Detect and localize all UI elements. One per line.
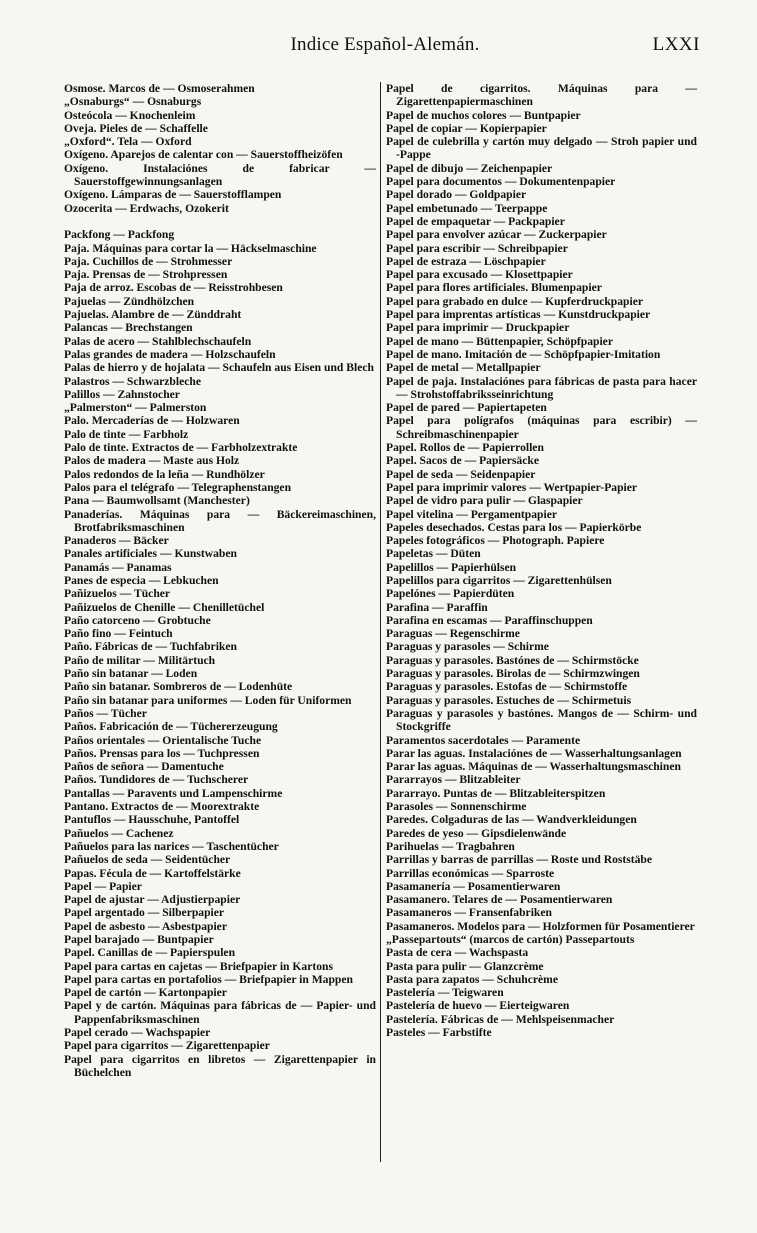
index-entry: Pasta de cera — Wachspasta (386, 946, 529, 960)
index-entry: Pantallas — Paravents und Lampenschirme (64, 786, 283, 800)
index-entry: Palos de madera — Maste aus Holz (64, 454, 240, 468)
index-entry: Paños. Tundidores de — Tuchscherer (64, 773, 249, 787)
index-entry: Papeles fotográficos — Photograph. Papiere (386, 534, 605, 548)
index-entry: Palo de tinte. Extractos de — Farbholzextrakte (64, 441, 298, 455)
index-entry: Papel para escribir — Schreibpapier (386, 241, 568, 255)
index-entry: Paja. Prensas de — Strohpressen (64, 268, 228, 282)
index-entry: Papel de empaquetar — Packpapier (386, 214, 565, 228)
index-entry: Paja. Cuchillos de — Strohmesser (64, 254, 233, 268)
index-entry: Palillos — Zahnstocher (64, 387, 180, 401)
index-entry: Pasamaneros — Fransenfabriken (386, 906, 552, 920)
index-entry: Papel. Sacos de — Papiersäcke (386, 454, 539, 468)
index-entry: Pañuelos para las narices — Taschentücher (64, 839, 279, 853)
index-entry: Papel para imprentas artísticas — Kunstdruckpapier (386, 308, 651, 322)
index-entry: Papel argentado — Silberpapier (64, 906, 225, 920)
index-entry: „Oxford“. Tela — Oxford (64, 135, 192, 149)
index-entry: Parar las aguas. Instalaciónes de — Wasserhaltungsanlagen (386, 746, 682, 760)
index-entry: Panaderías. Máquinas para — Bäckereimaschinen, Brotfabriksmaschinen (64, 507, 376, 534)
index-entry: Palo. Mercaderías de — Holzwaren (64, 414, 240, 428)
index-entry: Pajuelas — Zündhölzchen (64, 294, 195, 308)
index-entry: Paño. Fábricas de — Tuchfabriken (64, 640, 237, 654)
index-entry: Packfong — Packfong (64, 228, 175, 242)
index-entry: Papel para envolver azúcar — Zuckerpapier (386, 228, 607, 242)
index-entry: Papel dorado — Goldpapier (386, 188, 527, 202)
index-entry: Papel de copiar — Kopierpapier (386, 121, 547, 135)
index-entry: Pasamanero. Telares de — Posamentierwaren (386, 893, 613, 907)
index-entry: Osmose. Marcos de — Osmoserahmen (64, 82, 255, 95)
index-entry: Pastelería. Fábricas de — Mehlspeisenmacher (386, 1012, 615, 1026)
index-entry: Paja de arroz. Escobas de — Reisstrohbesen (64, 281, 283, 295)
index-entry: „Palmerston“ — Palmerston (64, 401, 207, 415)
index-entry: Papel para cartas en cajetas — Briefpapier in Kartons (64, 959, 333, 973)
index-entry: Papel de paja. Instalaciónes para fábricas de pasta para hacer — Strohstoffabriksseinrichtung (386, 374, 697, 401)
index-entry: Paja. Máquinas para cortar la — Häckselmaschine (64, 241, 317, 255)
index-entry: Palas de acero — Stahlblechschaufeln (64, 334, 252, 348)
index-entry: Papel de metal — Metallpapier (386, 361, 541, 375)
index-entry: Oveja. Pieles de — Schaffelle (64, 121, 208, 135)
index-entry: Oxígeno. Instalaciónes de fabricar — Sauerstoffgewinnungsanlagen (64, 161, 376, 189)
index-entry: Osteócola — Knochenleim (64, 108, 196, 122)
index-entry: Palas de hierro y de hojalata — Schaufeln aus Eisen und Blech (64, 361, 374, 375)
index-entry: Panamás — Panamas (64, 560, 172, 574)
index-entry: Papel para flores artificiales. Blumenpapier (386, 281, 602, 295)
index-entry: Papel para polígrafos (máquinas para escribir) — Schreibmaschinenpapier (386, 414, 697, 441)
page-title: Indice Español-Alemán. (290, 34, 480, 55)
index-entry: Pararrayo. Puntas de — Blitzableiterspitzen (386, 786, 606, 800)
index-entry: Paños. Fabricación de — Tüchererzeugung (64, 720, 278, 734)
index-entry: Palo de tinte — Farbholz (64, 427, 189, 441)
index-entry: Pasteles — Farbstifte (386, 1026, 492, 1040)
section-gap (64, 215, 376, 228)
index-entry: Papel cerado — Wachspapier (64, 1026, 211, 1040)
index-entry: Papeletas — Düten (386, 547, 481, 561)
index-entry: Paño catorceno — Grobtuche (64, 613, 211, 627)
index-entry: Pantano. Extractos de — Moorextrakte (64, 800, 260, 814)
index-entry: Parar las aguas. Máquinas de — Wasserhaltungsmaschinen (386, 760, 681, 774)
index-entry: Parihuelas — Tragbahren (386, 839, 515, 853)
index-entry: Panales artificiales — Kunstwaben (64, 547, 237, 561)
index-entry: Papel de pared — Papiertapeten (386, 401, 547, 415)
index-entry: Panes de especia — Lebkuchen (64, 573, 219, 587)
index-entry: Papel embetunado — Teerpappe (386, 201, 548, 215)
index-entry: Papeles desechados. Cestas para los — Papierkörbe (386, 520, 642, 534)
index-entry: Papel para imprimir — Druckpapier (386, 321, 570, 335)
index-entry: Pañizuelos de Chenille — Chenilletüchel (64, 600, 265, 614)
index-entry: Paraguas y parasoles. Birolas de — Schirmzwingen (386, 667, 640, 681)
index-entry: Paraguas y parasoles y bastónes. Mangos de — Schirm- und Stockgriffe (386, 706, 697, 734)
index-entry: Papelillos — Papierhülsen (386, 560, 517, 574)
index-entry: Pajuelas. Alambre de — Zünddraht (64, 308, 242, 322)
index-entry: Paredes. Colgaduras de las — Wandverkleidungen (386, 813, 637, 827)
left-index-column (64, 82, 376, 1079)
index-entry: Paredes de yeso — Gipsdielenwände (386, 826, 567, 840)
index-entry: Papel para grabado en dulce — Kupferdruckpapier (386, 294, 644, 308)
index-entry: Pantuflos — Hausschuhe, Pantoffel (64, 813, 240, 827)
index-entry: Palas grandes de madera — Holzschaufeln (64, 347, 276, 361)
index-entry: Parrillas económicas — Sparroste (386, 866, 555, 880)
index-entry: Papel para cartas en portafolios — Briefpapier in Mappen (64, 972, 353, 986)
index-entry: Pastelería — Teigwaren (386, 986, 504, 1000)
index-entry: Papel y de cartón. Máquinas para fábricas de — Papier- und Pappenfabriksmaschinen (64, 999, 376, 1026)
index-entry: Papel para imprimir valores — Wertpapier-Papier (386, 480, 638, 494)
index-entry: Paños — Tücher (64, 706, 147, 720)
index-entry: Paños de señora — Damentuche (64, 760, 224, 774)
index-entry: Pasamaneros. Modelos para — Holzformen für Posamentierer (386, 919, 695, 933)
index-entry: Parrillas y barras de parrillas — Roste und Roststäbe (386, 853, 653, 867)
index-entry: Pasta para pulir — Glanzcrème (386, 959, 544, 973)
index-entry: Papel para cigarritos — Zigarettenpapier (64, 1039, 270, 1053)
index-entry: Paños orientales — Orientalische Tuche (64, 733, 262, 747)
index-entry: Pastelería de huevo — Eierteigwaren (386, 999, 570, 1013)
index-entry: Palancas — Brechstangen (64, 321, 193, 335)
page-header (70, 34, 700, 58)
index-entry: Papelónes — Papierdüten (386, 587, 515, 601)
index-entry: Paño sin batanar — Loden (64, 667, 198, 681)
index-entry: Paños. Prensas para los — Tuchpressen (64, 746, 260, 760)
index-entry: Pasta para zapatos — Schuhcrème (386, 972, 558, 986)
index-entry: Parasoles — Sonnenschirme (386, 800, 527, 814)
index-entry: Papel de dibujo — Zeichenpapier (386, 161, 553, 175)
index-entry: Paraguas y parasoles. Estofas de — Schirmstoffe (386, 680, 628, 694)
index-entry: Papel de mano. Imitación de — Schöpfpapier-Imitation (386, 347, 661, 361)
index-entry: Paraguas — Regenschirme (386, 627, 520, 641)
index-entry: Papel vitelina — Pergamentpapier (386, 507, 557, 521)
index-entry: Paño sin batanar. Sombreros de — Lodenhüte (64, 680, 293, 694)
index-entry: Pana — Baumwollsamt (Manchester) (64, 494, 250, 508)
index-entry: Papel de ajustar — Adjustierpapier (64, 893, 241, 907)
index-entry: Oxígeno. Lámparas de — Sauerstofflampen (64, 188, 282, 202)
index-entry: Papel para documentos — Dokumentenpapier (386, 175, 616, 189)
index-entry: Pañizuelos — Tücher (64, 587, 171, 601)
column-divider (380, 82, 381, 1162)
index-entry: Papel de estraza — Löschpapier (386, 254, 546, 268)
index-entry: Pañuelos — Cachenez (64, 826, 174, 840)
index-entry: Papel de cigarritos. Máquinas para — Zigarettenpapiermaschinen (386, 82, 697, 109)
index-entry: Palos para el telégrafo — Telegraphenstangen (64, 480, 292, 494)
index-entry: Paraguas y parasoles — Schirme (386, 640, 549, 654)
index-entry: „Passepartouts“ (marcos de cartón) Passepartouts (386, 933, 635, 946)
index-entry: Palastros — Schwarzbleche (64, 374, 201, 388)
index-entry: Palos redondos de la leña — Rundhölzer (64, 467, 265, 481)
index-entry: Parafina en escamas — Paraffinschuppen (386, 613, 593, 627)
index-entry: Papel para excusado — Klosettpapier (386, 268, 573, 282)
index-entry: Papel de seda — Seidenpapier (386, 467, 536, 481)
index-entry: Papel de vidro para pulir — Glaspapier (386, 494, 583, 508)
index-entry: „Osnaburgs“ — Osnaburgs (64, 95, 202, 109)
index-entry: Ozocerita — Erdwachs, Ozokerit (64, 201, 229, 215)
index-entry: Papelillos para cigarritos — Zigarettenhülsen (386, 573, 612, 587)
index-entry: Paramentos sacerdotales — Paramente (386, 733, 581, 747)
index-entry: Papas. Fécula de — Kartoffelstärke (64, 866, 241, 880)
index-entry: Oxígeno. Aparejos de calentar con — Sauerstoffheizöfen (64, 148, 343, 162)
index-entry: Paraguas y parasoles. Bastónes de — Schirmstöcke (386, 653, 639, 667)
index-entry: Papel. Canillas de — Papierspulen (64, 946, 236, 960)
right-index-column (386, 82, 697, 1039)
index-entry: Pañuelos de seda — Seidentücher (64, 853, 231, 867)
index-entry: Parafina — Paraffin (386, 600, 488, 614)
index-entry: Papel de muchos colores — Buntpapier (386, 108, 581, 122)
index-entry: Papel — Papier (64, 879, 142, 893)
index-entry: Papel. Rollos de — Papierrollen (386, 441, 544, 455)
index-entry: Papel para cigarritos en libretos — Zigarettenpapier in Büchelchen (64, 1052, 376, 1079)
index-entry: Papel de culebrilla y cartón muy delgado — Stroh papier und -Pappe (386, 135, 697, 162)
index-entry: Pararrayos — Blitzableiter (386, 773, 521, 787)
index-entry: Papel de mano — Büttenpapier, Schöpfpapier (386, 334, 613, 348)
index-entry: Papel de asbesto — Asbestpapier (64, 919, 227, 933)
index-entry: Paño fino — Feintuch (64, 627, 173, 641)
index-entry: Pasamanería — Posamentierwaren (386, 879, 561, 893)
index-entry: Panaderos — Bäcker (64, 534, 169, 548)
index-entry: Papel de cartón — Kartonpapier (64, 986, 227, 1000)
index-entry: Paño sin batanar para uniformes — Loden für Uniformen (64, 693, 352, 707)
page-number: LXXI (652, 34, 700, 55)
index-entry: Paño de militar — Militärtuch (64, 653, 216, 667)
index-entry: Papel barajado — Buntpapier (64, 933, 214, 946)
index-entry: Paraguas y parasoles. Estuches de — Schirmetuis (386, 693, 632, 707)
